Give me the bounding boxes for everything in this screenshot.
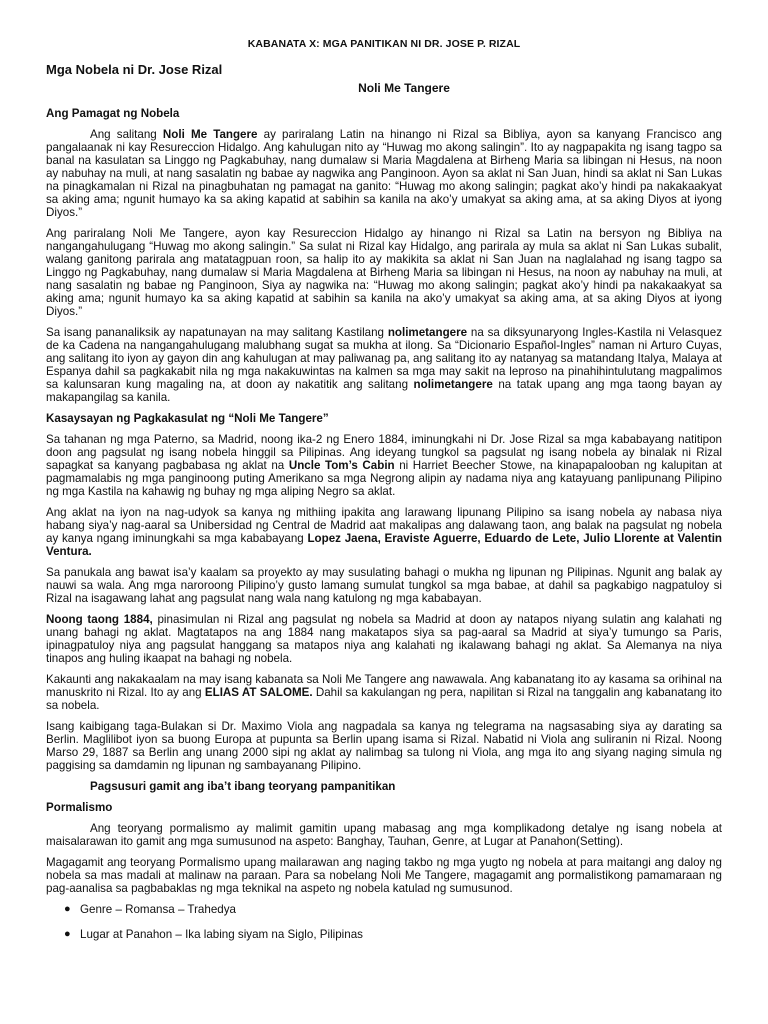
paragraph-kasaysayan-2: Ang aklat na iyon na nag-udyok sa kanya ng mithiing ipakita ang larawang lipunang Pilipino sa isang nobela ay nabasa niya habang siya’y nag-aaral sa Unibersidad ng Central de Madrid aat makalipas ang dalawang taon, ang balak na pagsulat ng nobela ay kanya ngang iminungkahi sa mga kababayang Lopez Jaena, Eraviste Aguerre, Eduardo de Lete, Julio Llorente at Valentin Ventura. (46, 506, 722, 558)
paragraph-pamagat-3: Sa isang pananaliksik ay napatunayan na may salitang Kastilang nolimetangere na sa diksyunaryong Ingles-Kastila ni Velasquez de ka Cadena na nangangahulugang malubhang sugat sa mukha at ilong. Sa “Dicionario Español-Ingles” naman ni Arturo Cuyas, ang salitang ito iyon ay gayon din ang kahulugan at may paliwanag pa, ang salitang ito ay natanyag sa matandang Italya, Malaya at Espanya dahil sa pagkakabit nila ng mga nakakuwintas na kalmen sa mga may sakit na leproso na pinahihintulutang magpalimos sa kalunsaran kung magaling na, at doon ay nakatitik ang salitang nolimetangere na tatak upang ang mga taong bayan ay makapangilag sa kanila. (46, 326, 722, 404)
document-page (46, 38, 722, 953)
novel-subtitle: Noli Me Tangere (358, 81, 450, 95)
paragraph-pormalismo-1: Ang teoryang pormalismo ay malimit gamitin upang mabasag ang mga komplikadong detalye ng isang nobela at maisalarawan ito gamit ang mga sumusunod na aspeto: Banghay, Tauhan, Genre, at Lugar at Panahon(Setting). (46, 822, 722, 848)
section-heading-pagsusuri: Pagsusuri gamit ang iba’t ibang teoryang pampanitikan (90, 780, 396, 793)
subheading-pormalismo: Pormalismo (46, 801, 113, 814)
document-title: Mga Nobela ni Dr. Jose Rizal (46, 62, 223, 77)
paragraph-kasaysayan-1: Sa tahanan ng mga Paterno, sa Madrid, noong ika-2 ng Enero 1884, iminungkahi ni Dr. Jose Rizal sa mga kababayang natitipon doon ang pagsulat ng isang nobela hinggil sa Pilipinas. Ang ideyang tungkol sa pagsulat ng isang nobela ay binalak ni Rizal sapagkat sa kanyang pagbabasa ng aklat na Uncle Tom’s Cabin ni Harriet Beecher Stowe, na kinapapalooban ng kalupitan at pagmamalabis ng mga panginoong puting Amerikano sa mga Negrong alipin ay nadama niya ang katayuang panlipunang Pilipino ng mga Kastila na kahawig ng buhay ng mga aliping Negro sa aklat. (46, 433, 722, 498)
bullet-icon: ● (64, 903, 71, 915)
bullet-icon: ● (64, 928, 71, 940)
paragraph-kasaysayan-3: Sa panukala ang bawat isa’y kaalam sa proyekto ay may susulating bahagi o mukha ng lipunan ng Pilipinas. Ngunit ang balak ay nauwi sa wala. Ang mga naroroong Pilipino’y gusto lamang sumulat tungkol sa mga babae, at dahil sa pagkabigo nagpatuloy si Rizal na isagawang lahat ang pagsulat nang wala nang katulong ng mga kababayan. (46, 566, 722, 605)
section-heading-pamagat: Ang Pamagat ng Nobela (46, 107, 180, 120)
list-item: ● Genre – Romansa – Trahedya (64, 903, 236, 916)
chapter-heading: KABANATA X: MGA PANITIKAN NI DR. JOSE P. RIZAL (247, 38, 521, 50)
paragraph-pormalismo-2: Magagamit ang teoryang Pormalismo upang mailarawan ang naging takbo ng mga yugto ng nobela at para maitangi ang daloy ng nobela sa mas madali at malinaw na paraan. Para sa nobelang Noli Me Tangere, magagamit ang pormalistikong pamamaraan ng pag-aanalisa sa pagbabaklas ng mga teknikal na aspeto ng nobela katulad ng sumusunod. (46, 856, 722, 895)
paragraph-pamagat-2: Ang pariralang Noli Me Tangere, ayon kay Resureccion Hidalgo ay hinango ni Rizal sa Latin na bersyon ng Bibliya na nangangahulugang “Huwag mo akong salingin.” Sa sulat ni Rizal kay Hidalgo, ang parirala ay mula sa aklat ni San Lukas subalit, walang ganitong parirala ang matatagpuan roon, sa halip ito ay makikita sa aklat ni San Juan na naglalahad ng isang tagpo sa Linggo ng Pagkabuhay, nang dumalaw si Maria Magdalena at Birheng Maria sa libingan ni Hesus, na noon ay nabuhay na muli, at nang sasalatin ng babae ng Panginoon, Siya ay nagwika na: “Huwag mo akong salingin; pagkat ako’y hindi pa nakakaakyat sa aking ama; ngunit humayo ka sa aking kapatid at sabihin sa kanila na ako’y umakyat sa aking ama, at sa aking Diyos at iyong Diyos.” (46, 227, 722, 318)
paragraph-kasaysayan-4: Noong taong 1884, pinasimulan ni Rizal ang pagsulat ng nobela sa Madrid at doon ay natapos niyang sulatin ang kalahati ng unang bahagi ng aklat. Magtatapos na ang 1884 nang makatapos siya sa pag-aaral sa Madrid at siya’y tumungo sa Paris, ipinagpatuloy niya ang pagsulat hanggang sa matapos niya ang kalahati ng ikalawang bahagi ng aklat. Sa Alemanya na niya tinapos ang huling ikaapat na bahagi ng nobela. (46, 613, 722, 665)
paragraph-kasaysayan-6: Isang kaibigang taga-Bulakan si Dr. Maximo Viola ang nagpadala sa kanya ng telegrama na nagsasabing siya ay darating sa Berlin. Maglilibot iyon sa buong Europa at pupunta sa Berlin upang isama si Rizal. Nabatid ni Viola ang suliranin ni Rizal. Noong Marso 29, 1887 sa Berlin ang unang 2000 sipi ng aklat ay nalimbag sa tulong ni Viola, ang mga ito ang siyang naging simula ng paggising sa damdamin ng lipunan ng sambayanang Pilipino. (46, 720, 722, 772)
list-item: ● Lugar at Panahon – Ika labing siyam na Siglo, Pilipinas (64, 928, 363, 941)
paragraph-kasaysayan-5: Kakaunti ang nakakaalam na may isang kabanata sa Noli Me Tangere ang nawawala. Ang kabanatang ito ay kasama sa orihinal na manuskrito ni Rizal. Ito ay ang ELIAS AT SALOME. Dahil sa kakulangan ng pera, napilitan si Rizal na tanggalin ang kabanatang ito sa nobela. (46, 673, 722, 712)
bullet-list (46, 903, 722, 941)
section-heading-kasaysayan: Kasaysayan ng Pagkakasulat ng “Noli Me Tangere” (46, 412, 329, 425)
paragraph-pamagat-1: Ang salitang Noli Me Tangere ay pariralang Latin na hinango ni Rizal sa Bibliya, ayon sa kanyang Francisco ang pangalaanak ni kay Resureccion Hidalgo. Ang kahulugan nito ay “Huwag mo akong salingin”. Ito ay nagpapakita ng isang tagpo sa banal na kasulatan sa Linggo ng Pagkabuhay, nang dumalaw si Maria Magdalena at Birheng Maria sa libingan ni Hesus, na noon ay nabuhay na muli, at nang sasalatin ng babae ay nagwika ang Panginoon. Ayon sa aklat ni San Juan, hindi sa aklat ni San Lukas na pinagkamalan ni Rizal na pinagbuhatan ng pamagat na ganito: “Huwag mo akong salingin; pagkat ako’y hindi pa nakakaakyat sa aking ama; ngunit humayo ka sa aking kapatid at sabihin sa kanila na ako’y umakyat sa aking ama, at sa aking Diyos at iyong Diyos.” (46, 128, 722, 219)
